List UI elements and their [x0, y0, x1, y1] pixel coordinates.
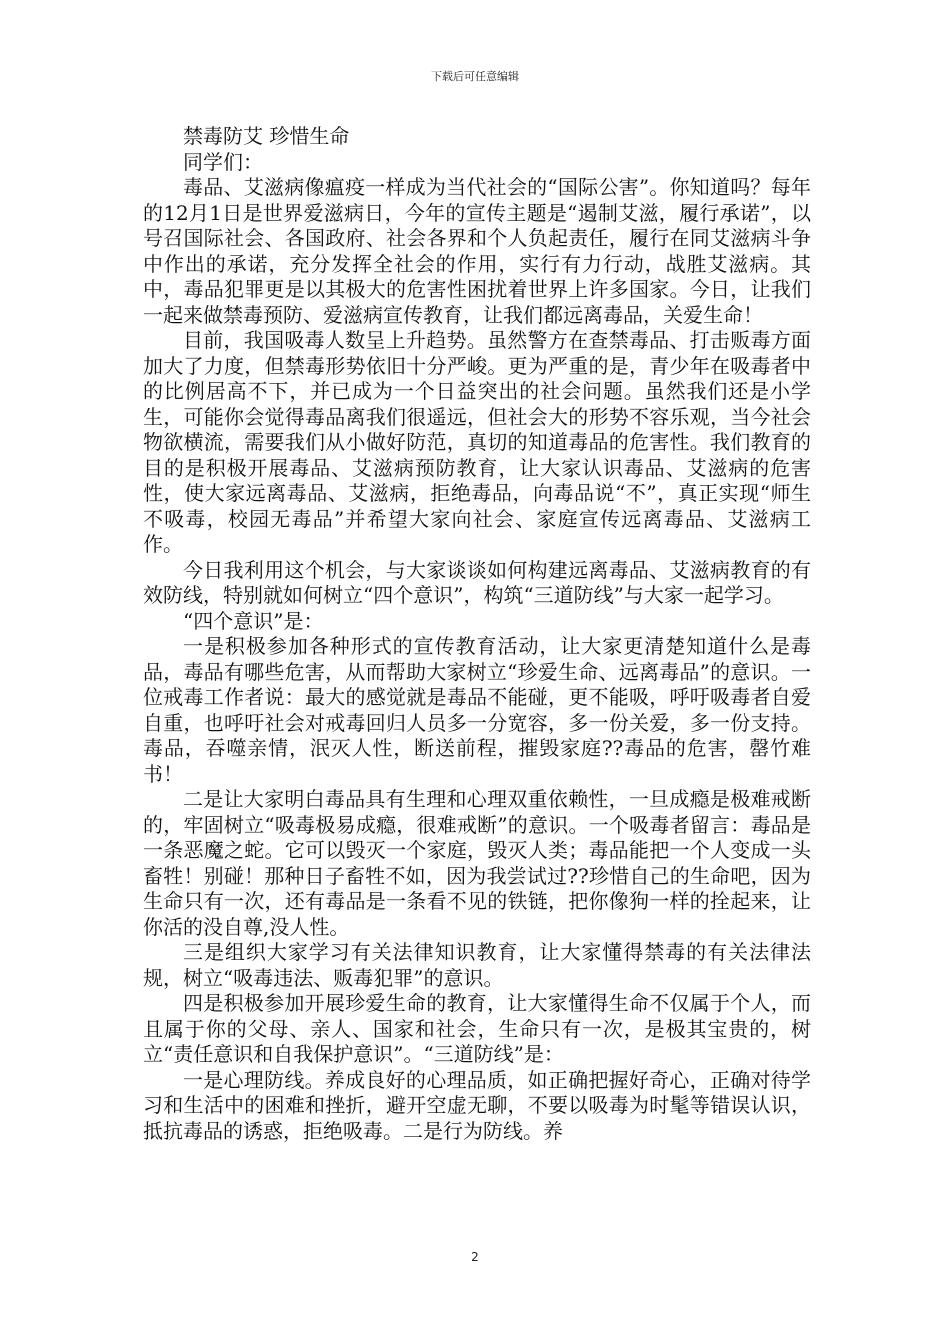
document-title: 禁毒防艾 珍惜生命 — [183, 124, 350, 148]
paragraph: 一是积极参加各种形式的宣传教育活动，让大家更清楚知道什么是毒品，毒品有哪些危害，从而帮助大家树立“珍爱生命、远离毒品”的意识。一位戒毒工作者说：最大的感觉就是毒品不能碰，更不能吸，呼吁吸毒者自爱自重，也呼吁社会对戒毒回归人员多一分宽容，多一份关爱，多一份支持。毒品，吞噬亲情，泯灭人性，断送前程，摧毁家庭??毒品的危害，罄竹难书！ — [143, 634, 811, 786]
paragraph: 四是积极参加开展珍爱生命的教育，让大家懂得生命不仅属于个人，而且属于你的父母、亲人、国家和社会，生命只有一次，是极其宝贵的，树立“责任意识和自我保护意识”。“三道防线”是： — [143, 991, 811, 1066]
greeting: 同学们： — [183, 149, 263, 174]
paragraph: 目前，我国吸毒人数呈上升趋势。虽然警方在查禁毒品、打击贩毒方面加大了力度，但禁毒形势依旧十分严峻。更为严重的是，青少年在吸毒者中的比例居高不下，并已成为一个日益突出的社会问题。虽然我们还是小学生，可能你会觉得毒品离我们很遥远，但社会大的形势不容乐观，当今社会物欲横流，需要我们从小做好防范，真切的知道毒品的危害性。我们教育的目的是积极开展毒品、艾滋病预防教育，让大家认识毒品、艾滋病的危害性，使大家远离毒品、艾滋病，拒绝毒品，向毒品说“不”，真正实现“师生不吸毒，校园无毒品”并希望大家向社会、家庭宣传远离毒品、艾滋病工作。 — [143, 328, 811, 556]
paragraph: 三是组织大家学习有关法律知识教育，让大家懂得禁毒的有关法律法规，树立“吸毒违法、贩毒犯罪”的意识。 — [143, 940, 811, 990]
paragraph: 二是让大家明白毒品具有生理和心理双重依赖性，一旦成瘾是极难戒断的，牢固树立“吸毒极易成瘾，很难戒断”的意识。一个吸毒者留言：毒品是一条恶魔之蛇。它可以毁灭一个家庭，毁灭人类；毒品能把一个人变成一头畜牲！别碰！那种日子畜牲不如，因为我尝试过??珍惜自己的生命吧，因为生命只有一次，还有毒品是一条看不见的铁链，把你像狗一样的拴起来，让你活的没自尊,没人性。 — [143, 787, 811, 939]
page-header: 下载后可任意编辑 — [431, 70, 519, 83]
paragraph: “四个意识”是： — [183, 608, 324, 633]
paragraph: 毒品、艾滋病像瘟疫一样成为当代社会的“国际公害”。你知道吗？每年的12月1日是世界爱滋病日，今年的宣传主题是“遏制艾滋，履行承诺”，以号召国际社会、各国政府、社会各界和个人负起责任，履行在同艾滋病斗争中作出的承诺，充分发挥全社会的作用，实行有力行动，战胜艾滋病。其中，毒品犯罪更是以其极大的危害性困扰着世界上许多国家。今日，让我们一起来做禁毒预防、爱滋病宣传教育，让我们都远离毒品，关爱生命！ — [143, 175, 811, 327]
page-number: 2 — [471, 1250, 479, 1264]
paragraph: 今日我利用这个机会，与大家谈谈如何构建远离毒品、艾滋病教育的有效防线，特别就如何树立“四个意识”，构筑“三道防线”与大家一起学习。 — [143, 557, 811, 607]
document-body — [143, 124, 811, 1144]
paragraph: 一是心理防线。养成良好的心理品质，如正确把握好奇心，正确对待学习和生活中的困难和挫折，避开空虚无聊，不要以吸毒为时髦等错误认识，抵抗毒品的诱惑，拒绝吸毒。二是行为防线。养 — [143, 1067, 811, 1143]
